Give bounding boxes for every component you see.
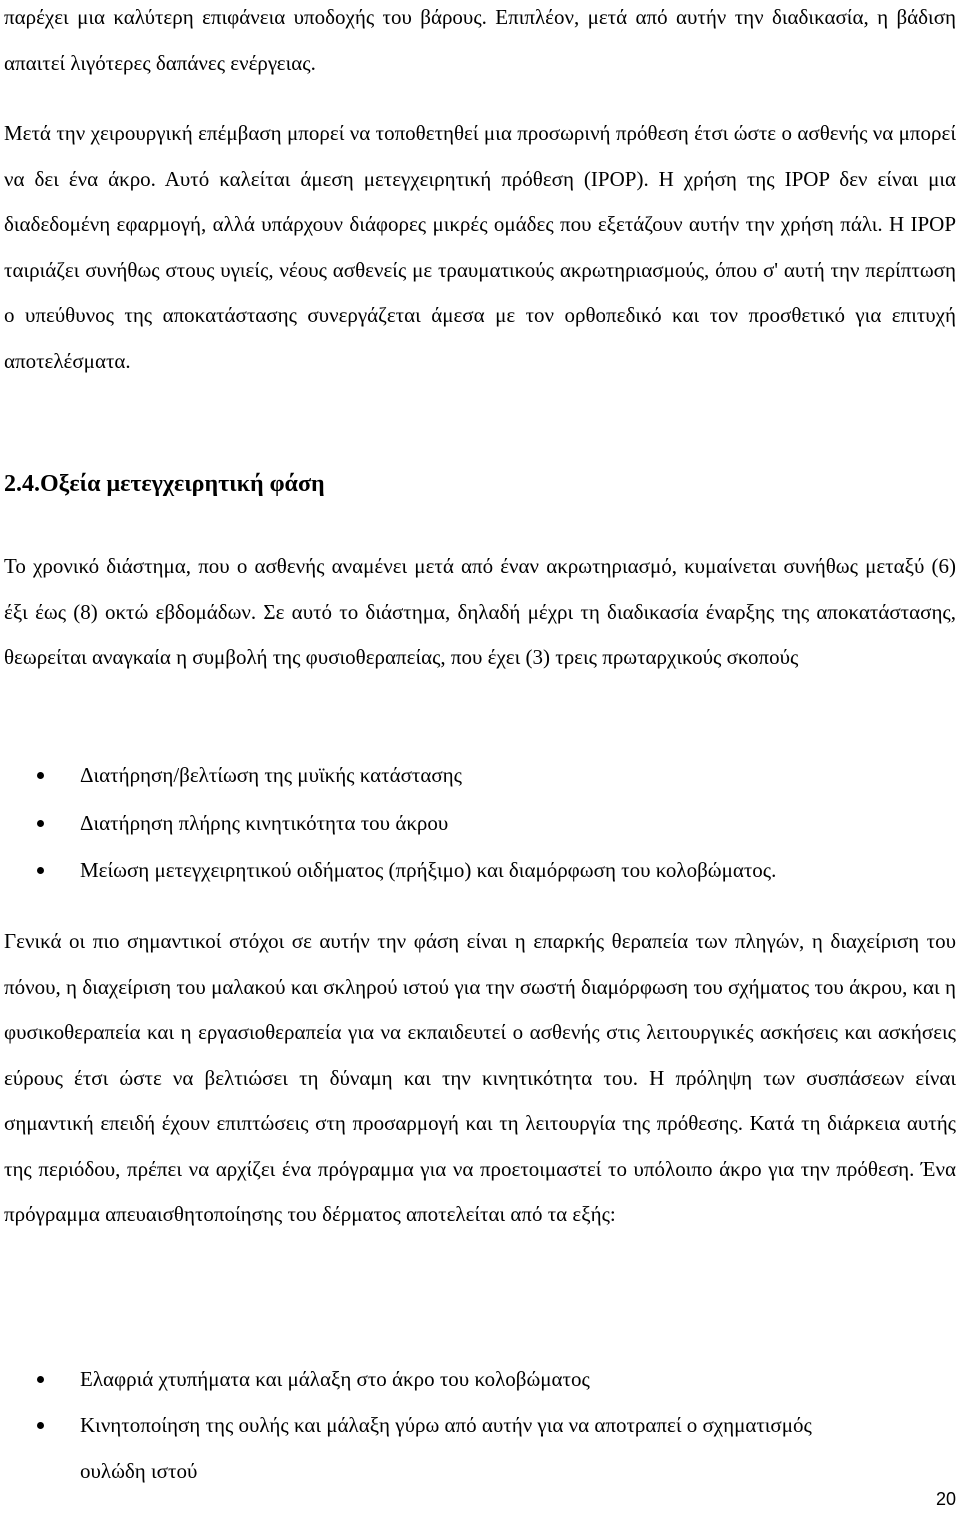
- desensitization-list: [0, 1356, 960, 1494]
- list-item: [0, 847, 960, 895]
- paragraph-text: Γενικά οι πιο σημαντικοί στόχοι σε αυτήν την φάση είναι η επαρκής θεραπεία των πληγών, η διαχείριση του πόνου, η διαχείριση του μαλακού και σκληρού ιστού για την σωστή διαμόρφωση του σχήματος του άκρου, και η φυσικοθεραπεία και η εργασιοθεραπεία για να εκπαιδευτεί ο ασθενής στις λειτουργικές ασκήσεις και ασκήσεις εύρους έτσι ώστε να βελτιώσει τη δύναμη και την κινητικότητα του. Η πρόληψη των συσπάσεων είναι σημαντική επειδή έχουν επιπτώσεις στη προσαρμογή και τη λειτουργία της πρόθεσης. Κατά τη διάρκεια αυτής της περιόδου, πρέπει να αρχίζει ένα πρόγραμμα για να προετοιμαστεί το υπόλοιπο άκρο για την πρόθεση. Ένα πρόγραμμα απευαισθητοποίησης του δέρματος αποτελείται από τα εξής:: [4, 929, 956, 1226]
- bullet-icon: [37, 820, 44, 827]
- bullet-icon: [37, 772, 44, 779]
- list-item: [0, 800, 960, 848]
- paragraph-acute-phase: [4, 544, 956, 681]
- list-item-text: Ελαφριά χτυπήματα και μάλαξη στο άκρο του κολοβώματος: [80, 1367, 590, 1391]
- bullet-icon: [37, 1422, 44, 1429]
- paragraph-text: Μετά την χειρουργική επέμβαση μπορεί να τοποθετηθεί μια προσωρινή πρόθεση έτσι ώστε ο ασθενής να μπορεί να δει ένα άκρο. Αυτό καλείται άμεση μετεγχειρητική πρόθεση (IPOP). Η χρήση της IPOP δεν είναι μια διαδεδομένη εφαρμογή, αλλά υπάρχουν διάφορες μικρές ομάδες που εξετάζουν αυτήν την χρήση πάλι. Η IPOP ταιριάζει συνήθως στους υγιείς, νέους ασθενείς με τραυματικούς ακρωτηριασμούς, όπου σ' αυτή την περίπτωση ο υπεύθυνος της αποκατάστασης συνεργάζεται άμεσα με τον ορθοπεδικό και τον προσθετικό για επιτυχή αποτελέσματα.: [4, 121, 956, 373]
- bullet-icon: [37, 867, 44, 874]
- list-item-text: Διατήρηση πλήρης κινητικότητα του άκρου: [80, 810, 449, 835]
- page-number: 20: [935, 1489, 956, 1509]
- goals-list: [0, 752, 960, 895]
- list-item: [0, 1402, 880, 1494]
- paragraph-text: Το χρονικό διάστημα, που ο ασθενής αναμένει μετά από έναν ακρωτηριασμό, κυμαίνεται συνήθως μεταξύ (6) έξι έως (8) οκτώ εβδομάδων. Σε αυτό το διάστημα, δηλαδή μέχρι τη διαδικασία έναρξης της αποκατάστασης, θεωρείται αναγκαία η συμβολή της φυσιοθεραπείας, που έχει (3) τρεις πρωταρχικούς σκοπούς: [4, 554, 956, 669]
- section-heading: 2.4.Οξεία μετεγχειρητική φάση: [4, 471, 325, 497]
- paragraph-goals: [4, 919, 956, 1238]
- bullet-icon: [37, 1376, 44, 1383]
- paragraph-ipop: [4, 111, 956, 384]
- paragraph-text: παρέχει μια καλύτερη επιφάνεια υποδοχής του βάρους. Επιπλέον, μετά από αυτήν την διαδικασία, η βάδιση απαιτεί λιγότερες δαπάνες ενέργειας.: [4, 5, 956, 75]
- paragraph-weight-bearing: [4, 0, 956, 86]
- list-item-text: Μείωση μετεγχειρητικού οιδήματος (πρήξιμο) και διαμόρφωση του κολοβώματος.: [80, 858, 777, 882]
- list-item-text: Κινητοποίηση της ουλής και μάλαξη γύρω από αυτήν για να αποτραπεί ο σχηματισμός ουλώδη ιστού: [80, 1413, 812, 1483]
- list-item: [0, 1356, 880, 1402]
- list-item: [0, 752, 960, 800]
- list-item-text: Διατήρηση/βελτίωση της μυϊκής κατάστασης: [80, 763, 462, 787]
